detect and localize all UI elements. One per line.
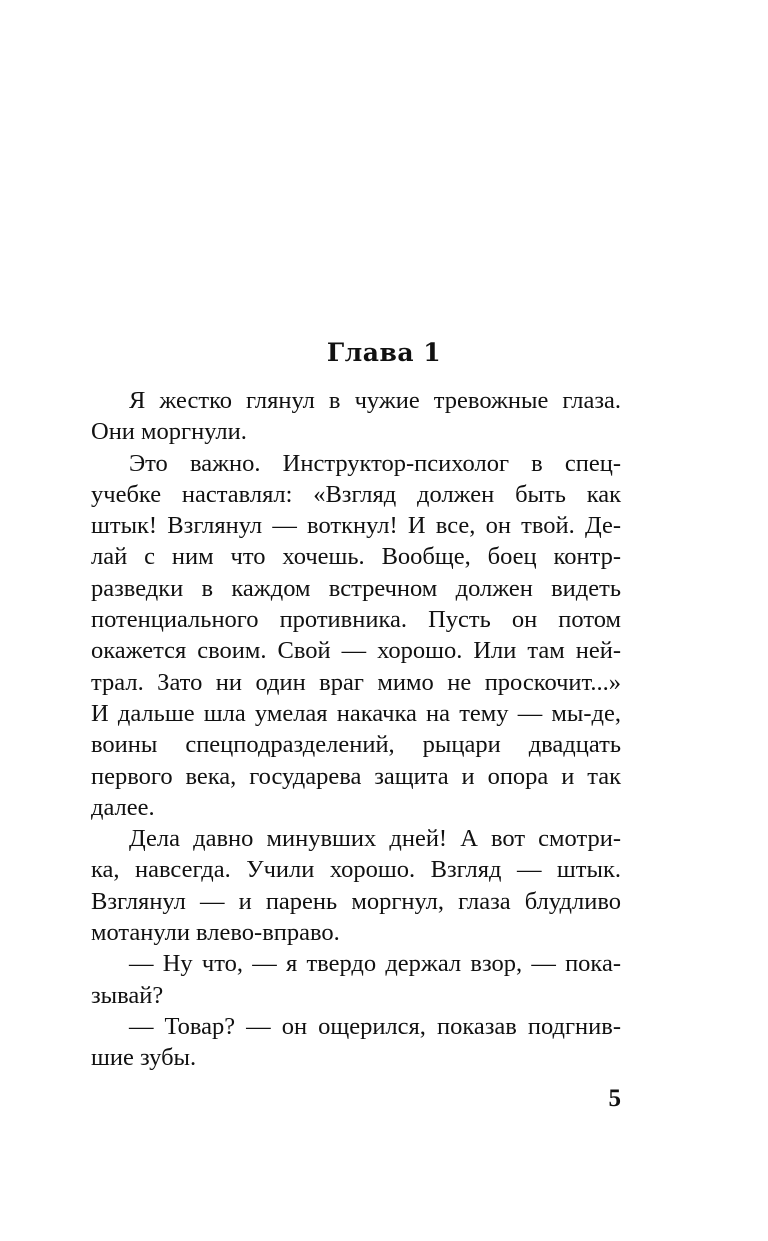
text-line: шие зубы. xyxy=(91,1044,197,1072)
text-line: Я жестко глянул в чужие тревожные глаза. xyxy=(129,387,621,414)
text-line: мотанули влево-вправо. xyxy=(91,919,340,947)
text-line: первого века, государева защита и опора и так xyxy=(91,762,621,790)
chapter-text xyxy=(91,385,621,1074)
text-line: ка, навсегда. Учили хорошо. Взгляд — штык. xyxy=(91,856,621,884)
text-line: — Ну что, — я твердо держал взор, — пока- xyxy=(129,950,621,978)
text-line: штык! Взглянул — воткнул! И все, он твой. Де- xyxy=(91,512,621,540)
text-line: окажется своим. Свой — хорошо. Или там ней- xyxy=(91,637,621,665)
text-line: учебке наставлял: «Взгляд должен быть как xyxy=(91,480,621,508)
text-line: — Товар? — он ощерился, показав подгнив- xyxy=(129,1012,621,1040)
text-line: разведки в каждом встречном должен видеть xyxy=(91,574,621,602)
text-line: Дела давно минувших дней! А вот смотри- xyxy=(129,825,621,853)
text-line: Взглянул — и парень моргнул, глаза блудливо xyxy=(91,887,621,915)
paragraph xyxy=(91,1011,621,1074)
text-line: далее. xyxy=(91,793,155,821)
paragraph xyxy=(91,823,621,948)
text-line: И дальше шла умелая накачка на тему — мы-де, xyxy=(91,699,621,727)
paragraph xyxy=(91,385,621,448)
paragraph xyxy=(91,448,621,824)
text-line: потенциального противника. Пусть он потом xyxy=(91,606,621,634)
page-number: 5 xyxy=(608,1085,621,1112)
text-line: зывай? xyxy=(91,981,164,1009)
chapter-title: Глава 1 xyxy=(326,338,442,367)
text-line: Они моргнули. xyxy=(91,418,247,446)
paragraph xyxy=(91,948,621,1011)
text-line: трал. Зато ни один враг мимо не проскочит...» xyxy=(91,668,621,696)
text-line: лай с ним что хочешь. Вообще, боец контр- xyxy=(91,543,621,571)
text-line: воины спецподразделений, рыцари двадцать xyxy=(91,731,621,759)
text-line: Это важно. Инструктор-психолог в спец- xyxy=(129,449,621,477)
